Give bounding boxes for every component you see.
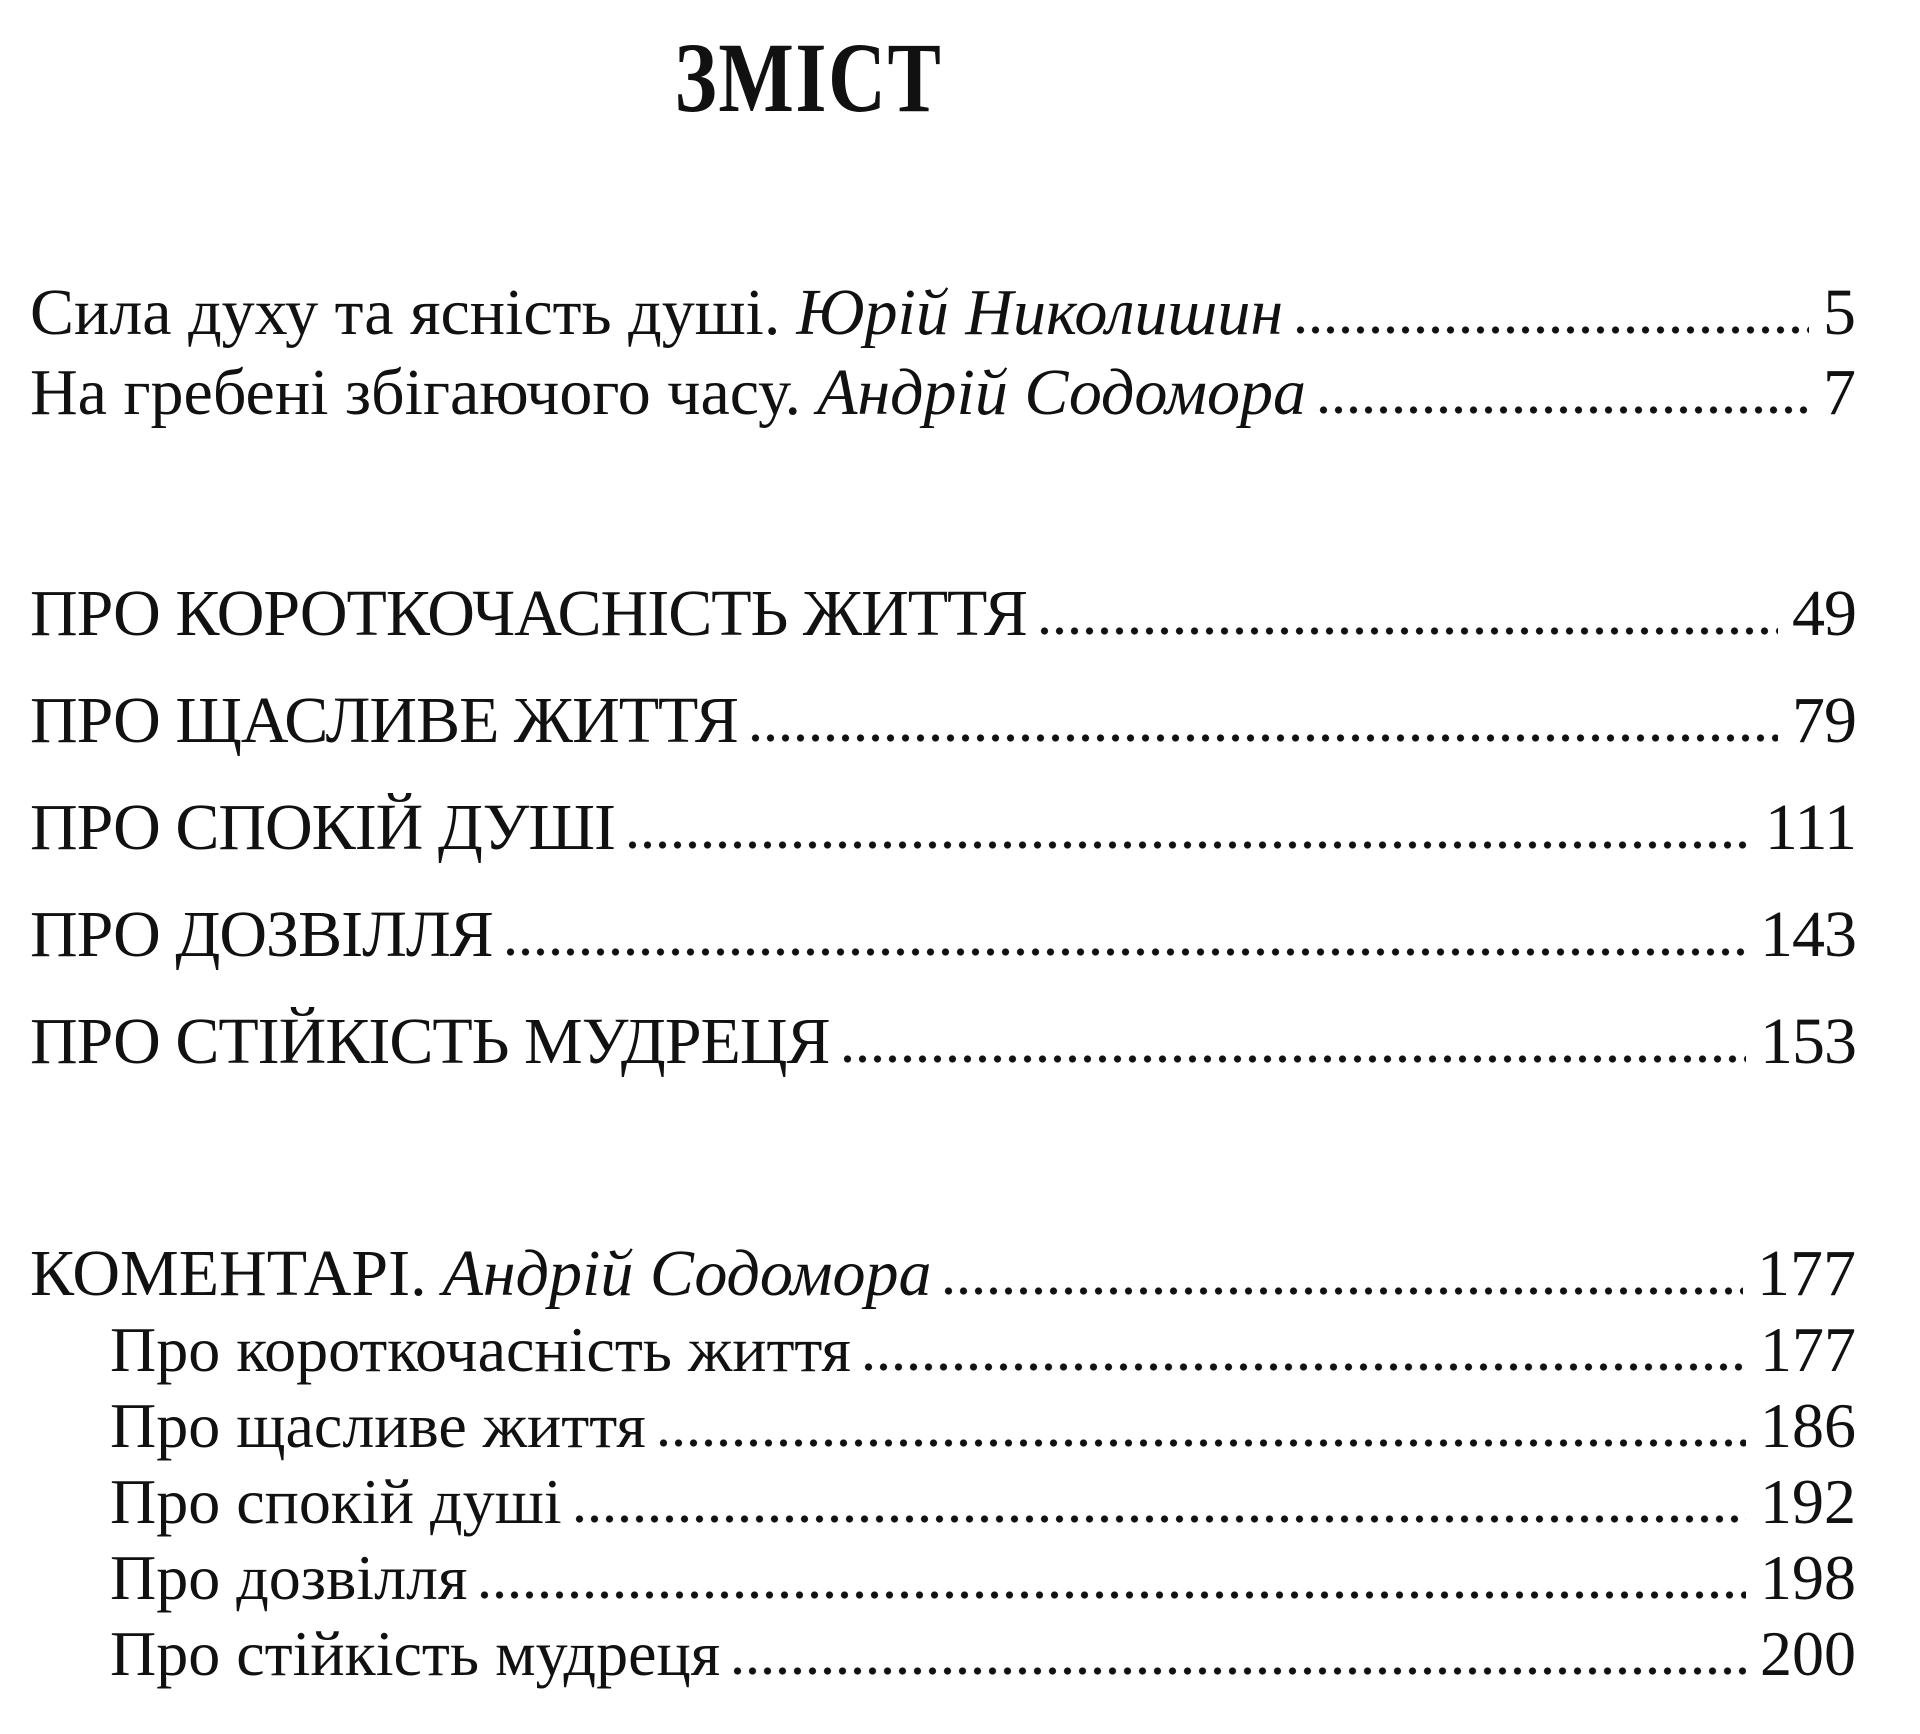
toc-entry-label: Про стійкість мудреця: [110, 1618, 721, 1689]
toc-entry-label: ПРО ЩАСЛИВЕ ЖИТТЯ: [30, 684, 738, 757]
toc-subentry: [30, 1467, 1856, 1537]
page-number: 153: [1760, 1005, 1856, 1078]
page-number: 177: [1757, 1237, 1856, 1310]
dot-leader: [1037, 622, 1778, 635]
toc-entry-author: Андрій Содомора: [442, 1237, 932, 1310]
toc-entry-label: ПРО КОРОТКОЧАСНІСТЬ ЖИТТЯ: [30, 577, 1027, 650]
toc-entry: [30, 579, 1856, 649]
dot-leader: [503, 943, 1746, 956]
toc-entry-label: Про спокій душі: [110, 1466, 562, 1537]
toc-entry-label: Про щасливе життя: [110, 1390, 646, 1461]
section-entries: [30, 579, 1856, 1077]
toc-entry-label: На гребені збігаючого часу.: [30, 356, 802, 429]
page-title-wrap: [0, 20, 1721, 135]
toc-entry: [30, 793, 1856, 863]
dot-leader: [840, 1050, 1746, 1063]
dot-leader: [625, 836, 1751, 849]
toc-subentry: [30, 1543, 1856, 1613]
toc-entry: [30, 275, 1856, 351]
dot-leader: [1316, 401, 1809, 414]
page-number: 111: [1764, 791, 1856, 864]
toc-entry: [30, 900, 1856, 970]
page-number: 192: [1760, 1466, 1856, 1537]
page-number: 143: [1760, 898, 1856, 971]
toc-entry: [30, 1007, 1856, 1077]
page-number: 177: [1760, 1314, 1856, 1385]
toc-entry-label: Про короткочасність життя: [110, 1314, 851, 1385]
page-number: 198: [1760, 1542, 1856, 1613]
toc-entry-label: КОМЕНТАРІ.: [30, 1237, 427, 1310]
dot-leader: [941, 1282, 1743, 1295]
toc-subentry: [30, 1315, 1856, 1385]
toc-entry-label: ПРО ДОЗВІЛЛЯ: [30, 898, 493, 971]
toc-entry: [30, 1239, 1856, 1309]
toc-entry-author: Юрій Николишин: [796, 276, 1284, 349]
toc-entry-label: ПРО СТІЙКІСТЬ МУДРЕЦЯ: [30, 1005, 830, 1078]
dot-leader: [861, 1358, 1746, 1371]
dot-leader: [572, 1510, 1746, 1523]
page-number: 186: [1760, 1390, 1856, 1461]
toc-entry: [30, 686, 1856, 756]
dot-leader: [1293, 321, 1809, 334]
page-number: 5: [1823, 276, 1856, 349]
toc-entry-label: Про дозвілля: [110, 1542, 468, 1613]
toc-subentry: [30, 1391, 1856, 1461]
page-number: 200: [1760, 1618, 1856, 1689]
dot-leader: [656, 1434, 1746, 1447]
toc-subentry: [30, 1619, 1856, 1689]
preface-entries: [30, 275, 1856, 431]
page-title: ЗМІСТ: [674, 22, 942, 133]
dot-leader: [730, 1662, 1746, 1675]
dot-leader: [748, 729, 1778, 742]
page-number: 79: [1792, 684, 1856, 757]
page-number: 7: [1823, 356, 1856, 429]
toc-entry-label: Сила духу та ясність душі.: [30, 276, 781, 349]
toc-entry-author: Андрій Содомора: [817, 356, 1306, 429]
comments-entries: [30, 1239, 1856, 1689]
toc-entry-label: ПРО СПОКІЙ ДУШІ: [30, 791, 615, 864]
toc-content: [30, 0, 1856, 1695]
toc-entry: [30, 355, 1856, 431]
page-number: 49: [1792, 577, 1856, 650]
dot-leader: [477, 1586, 1746, 1599]
